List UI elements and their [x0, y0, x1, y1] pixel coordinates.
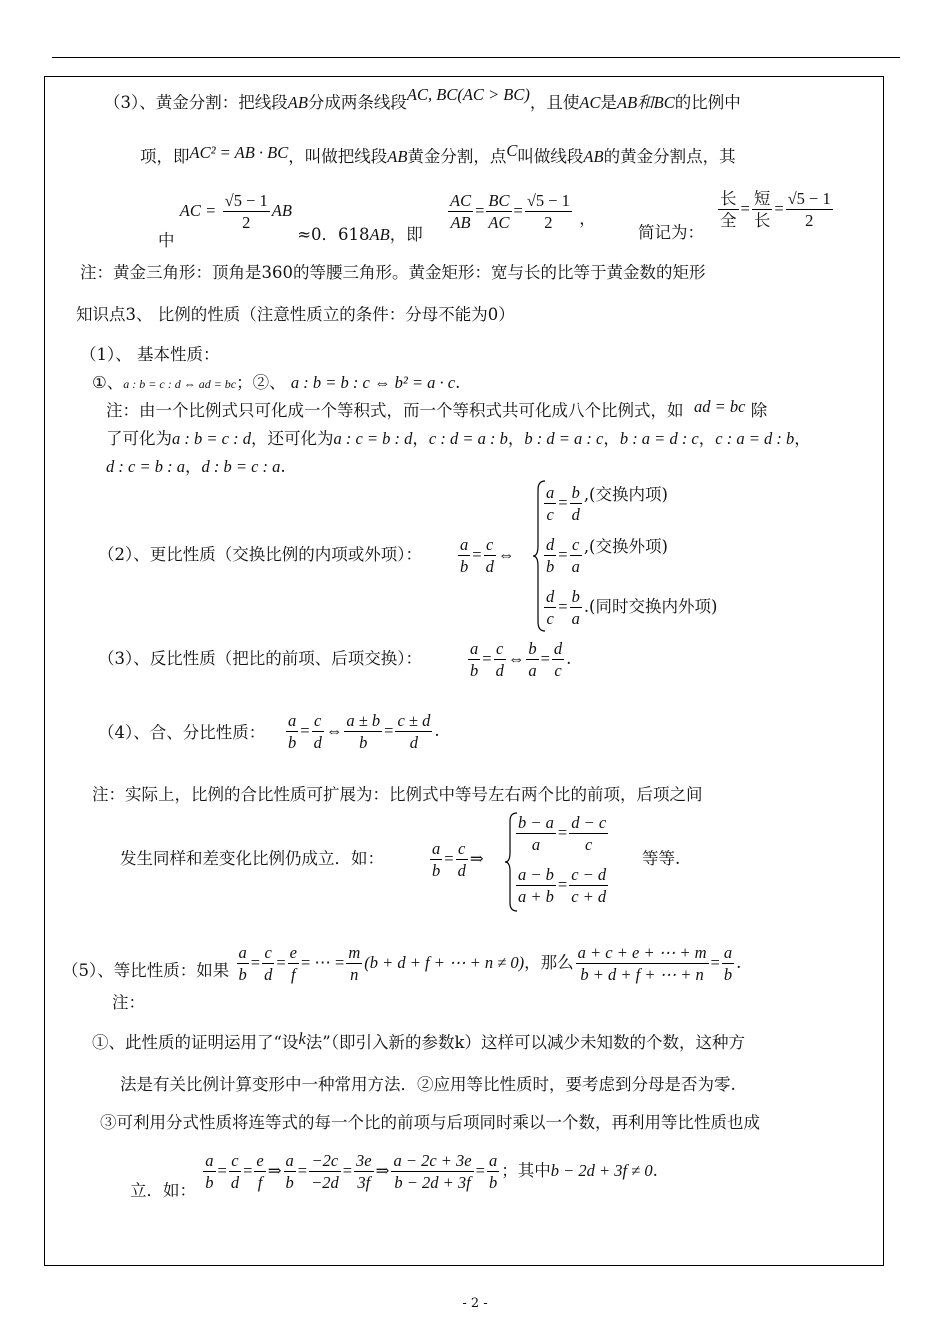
note-ext-etc: 等等.	[642, 849, 681, 868]
basic-note-1: 注：由一个比例式只可化成一个等积式，而一个等积式共可化成八个比例式，如 ad = bc 除	[106, 397, 768, 420]
note-golden: 注：黄金三角形：顶角是360的等腰三角形。黄金矩形：宽与长的比等于黄金数的矩形	[80, 263, 706, 282]
addsub-title: （4）、合、分比性质：	[98, 723, 266, 742]
basic-note-3: d : c = b : a，d : b = c : a.	[106, 457, 286, 476]
basic-note-2: 了可化为a : b = c : d，还可化为a : c = b : d，c : d = a : b，b : d = a : c，b : a = d : c，c : a = d : b，	[106, 429, 811, 448]
addsub-eq: $\frac{a}{b}$ = $\frac{c}{d}$ ⇔ $\frac{a \pm b}{b}$ = $\frac{c \pm d}{d}$ .	[288, 711, 440, 752]
basic-title: （1）、 基本性质：	[80, 345, 220, 364]
golden-short-eq: $\frac{\text{长}}{\text{全}}$ = $\frac{\text{短}}{\text{长}}$ = $\frac{√5 - 1}{2}$	[720, 189, 831, 230]
page-number: - 2 -	[462, 1296, 488, 1311]
golden-line-3: 中 AC = $\frac{√5 - 1}{2}$ AB ≈0．618AB，即	[158, 191, 423, 250]
note-ext-case-1: $\frac{b - a}{a}$ = $\frac{d - c}{c}$	[518, 813, 607, 854]
note-ext-1: 注：实际上，比例的合比性质可扩展为：比例式中等号左右两个比的前项，后项之间	[92, 785, 703, 804]
notes-3: ③可利用分式性质将连等式的每一个比的前项与后项同时乘以一个数，再利用等比性质也成	[100, 1113, 760, 1132]
alternate-case-3: $\frac{d}{c}$ = $\frac{b}{a}$ .(同时交换内外项)	[546, 587, 718, 628]
golden-ratio-eq: $\frac{AC}{AB}$ = $\frac{BC}{AC}$ = $\frac{√5 - 1}{2}$ ，	[450, 191, 596, 232]
note-ext-case-2: $\frac{a - b}{a + b}$ = $\frac{c - d}{c + d}$	[518, 865, 607, 906]
notes-2: 法是有关比例计算变形中一种常用方法．②应用等比性质时，要考虑到分母是否为零.	[120, 1075, 736, 1094]
note-ext-eq: $\frac{a}{b}$ = $\frac{c}{d}$ ⇒	[432, 839, 484, 880]
inverse-eq: $\frac{a}{b}$ = $\frac{c}{d}$ ⇔ $\frac{b}{a}$ = $\frac{d}{c}$ .	[470, 639, 572, 680]
alternate-title: （2）、更比性质（交换比例的内项或外项）：	[98, 545, 422, 564]
header-rule	[52, 57, 900, 58]
notes-label: 注：	[112, 993, 145, 1012]
equal-ratio: （5）、等比性质：如果 $\frac{a}{b}$ = $\frac{c}{d}$ = $\frac{e}{f}$ = ⋯ = $\frac{m}{n}$ (b + d + f + ⋯ + n ≠ 0)，那么 $\frac{a + c + e + \cdots + m}{b + d + f + \cdots + n}$ = $\frac{a}{b}$ .	[62, 943, 742, 984]
golden-line-2: 项，即AC² = AB · BC，叫做把线段AB黄金分割，点C叫做线段AB的黄金分割点，其	[140, 141, 736, 166]
notes-3-eq: 立．如： $\frac{a}{b}$ = $\frac{c}{d}$ = $\frac{e}{f}$ ⇒ $\frac{a}{b}$ = $\frac{-2c}{-2d}$ = $\frac{3e}{3f}$ ⇒ $\frac{a - 2c + 3e}{b - 2d + 3f}$ = $\frac{a}{b}$ ；其中b − 2d + 3f ≠ 0.	[130, 1151, 658, 1200]
note-ext-2: 发生同样和差变化比例仍成立．如：	[120, 849, 384, 868]
alternate-case-2: $\frac{d}{b}$ = $\frac{c}{a}$ ,(交换外项)	[546, 535, 668, 576]
golden-line-1: （3）、黄金分割：把线段AB分成两条线段AC, BC(AC > BC)，且使AC是AB和BC的比例中	[104, 85, 741, 112]
alternate-eq: $\frac{a}{b}$ = $\frac{c}{d}$ ⇔	[460, 535, 515, 576]
notes-1: ①、此性质的证明运用了“设k法”（即引入新的参数k）这样可以减少未知数的个数，这种方	[92, 1029, 745, 1052]
golden-short-label: 简记为：	[638, 223, 704, 242]
inverse-title: （3）、反比性质（把比的前项、后项交换）：	[98, 649, 422, 668]
basic-items: ①、a : b = c : d ⇔ ad = bc；②、 a : b = b : c ⇔ b² = a · c.	[92, 373, 461, 392]
alternate-case-1: $\frac{a}{c}$ = $\frac{b}{d}$ ,(交换内项)	[546, 483, 668, 524]
kp3-title: 知识点3、 比例的性质（注意性质立的条件：分母不能为0）	[76, 305, 515, 324]
